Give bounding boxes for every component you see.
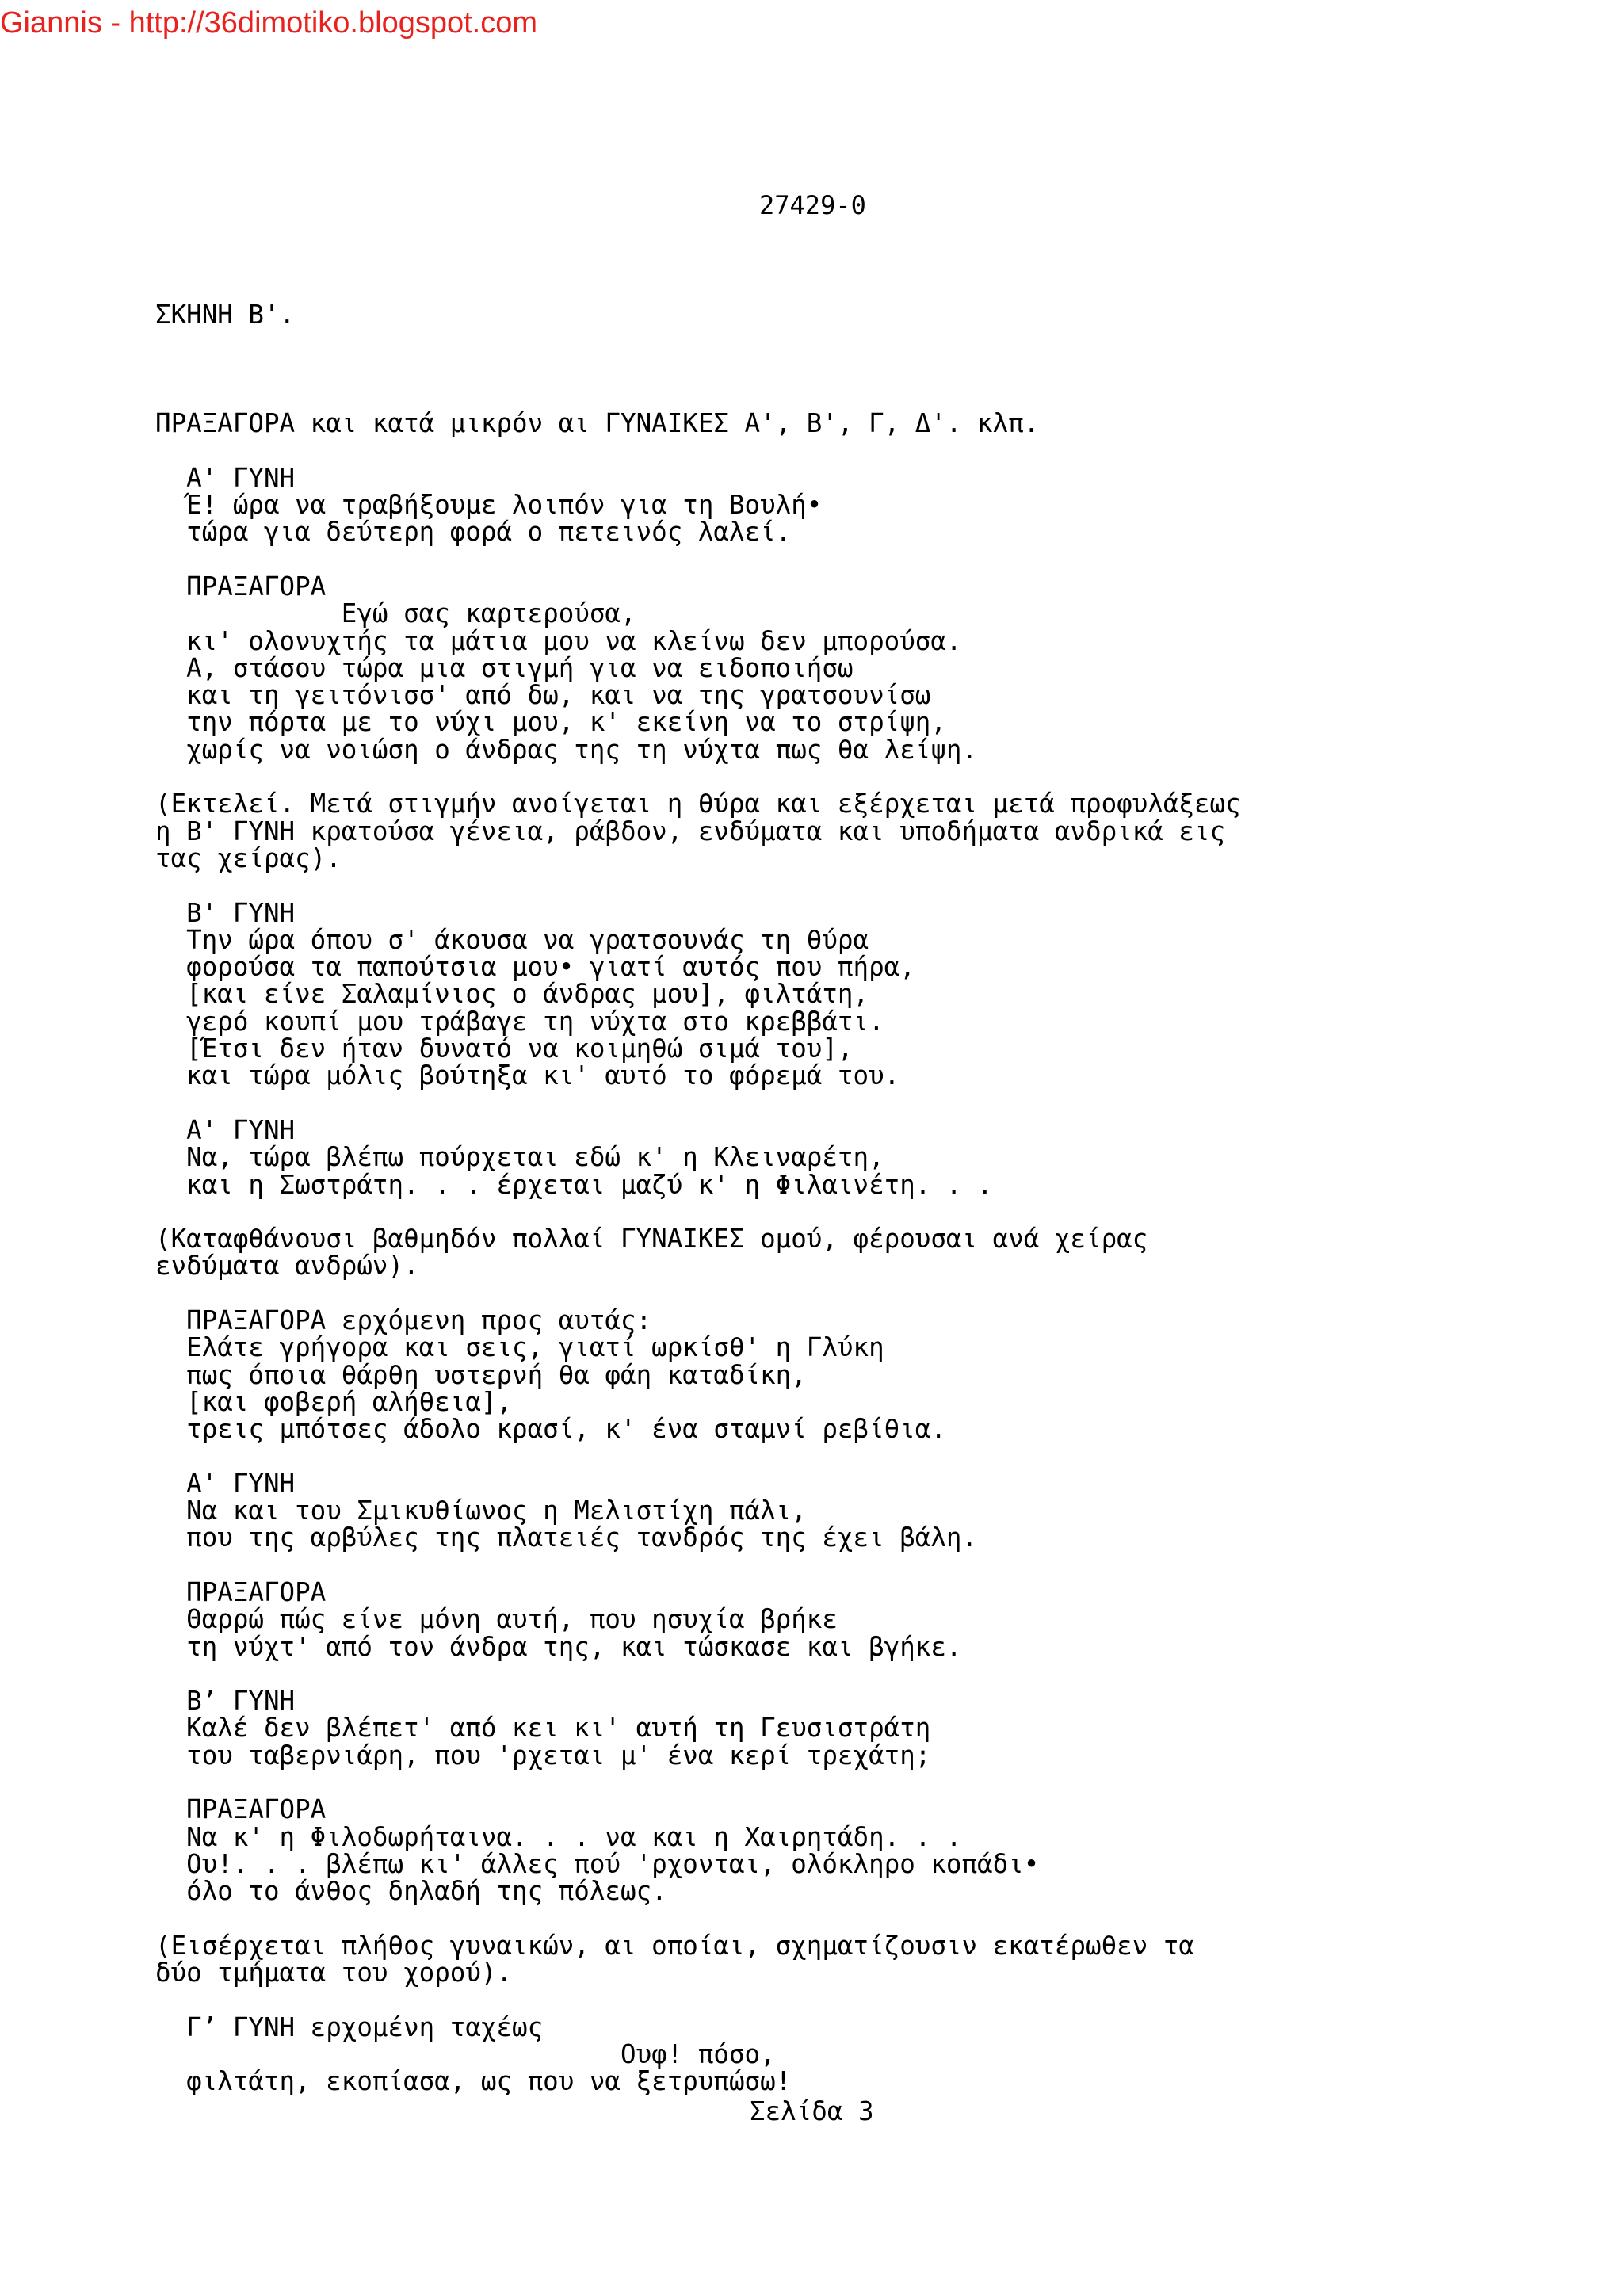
script-line: Εγώ σας καρτερούσα, — [155, 598, 636, 629]
script-line: φιλτάτη, εκοπίασα, ως που να ξετρυπώσω! — [155, 2066, 792, 2097]
script-line: και τώρα μόλις βούτηξα κι' αυτό το φόρεμά του. — [155, 1060, 900, 1091]
script-line: Β’ ΓΥΝΗ — [155, 1686, 296, 1717]
blank-line — [155, 1905, 1598, 1932]
script-line: Α' ΓΥΝΗ — [155, 1114, 296, 1145]
script-line: Έ! ώρα να τραβήξουμε λοιπόν για τη Βουλή• — [155, 490, 823, 521]
script-line: [Έτσι δεν ήταν δυνατό να κοιμηθώ σιμά του], — [155, 1033, 854, 1064]
blank-line — [155, 437, 1598, 464]
script-line: τη νύχτ' από τον άνδρα της, και τώσκασε και βγήκε. — [155, 1631, 962, 1662]
script-line: ενδύματα ανδρών). — [155, 1251, 419, 1282]
script-line: του ταβερνιάρη, που 'ρχεται μ' ένα κερί τρεχάτη; — [155, 1740, 931, 1771]
script-line: Ου!. . . βλέπω κι' άλλες πού 'ρχονται, ολόκληρο κοπάδι• — [155, 1848, 1040, 1879]
script-line: ΠΡΑΞΑΓΟΡΑ — [155, 1794, 327, 1825]
script-line: (Εκτελεί. Μετά στιγμήν ανοίγεται η θύρα και εξέρχεται μετά προφυλάξεως — [155, 789, 1241, 819]
script-line: χωρίς να νοιώση ο άνδρας της τη νύχτα πως θα λείψη. — [155, 734, 978, 765]
blank-line — [155, 1660, 1598, 1687]
script-line: ΠΡΑΞΑΓΟΡΑ — [155, 1576, 327, 1607]
blank-line — [155, 1769, 1598, 1796]
document-code: 27429-0 — [759, 190, 866, 220]
script-line: πως όποια θάρθη υστερνή θα φάη καταδίκη, — [155, 1359, 807, 1390]
blank-line — [155, 1090, 1598, 1117]
script-line: Την ώρα όπου σ' άκουσα να γρατσουνάς τη θύρα — [155, 924, 869, 955]
script-line: [και είνε Σαλαμίνιος ο άνδρας μου], φιλτάτη, — [155, 979, 869, 1010]
script-line: ΠΡΑΞΑΓΟΡΑ και κατά μικρόν αι ΓΥΝΑΙΚΕΣ Α', Β', Γ, Δ'. κλπ. — [155, 408, 1040, 439]
blank-line — [155, 356, 1598, 383]
script-line: που της αρβύλες της πλατειές τανδρός της έχει βάλη. — [155, 1522, 978, 1553]
blank-line — [155, 1552, 1598, 1579]
blank-line — [155, 1280, 1598, 1307]
watermark: Giannis - http://36dimotiko.blogspot.com — [0, 6, 538, 40]
script-line: Να και του Σμικυθίωνος η Μελιστίχη πάλι, — [155, 1496, 807, 1526]
script-line: τας χείρας). — [155, 842, 342, 873]
blank-line — [155, 1442, 1598, 1469]
script-line: ΣΚΗΝΗ Β'. — [155, 300, 296, 330]
blank-line — [155, 763, 1598, 790]
script-line: η Β' ΓΥΝΗ κρατούσα γένεια, ράβδον, ενδύματα και υποδήματα ανδρικά εις — [155, 816, 1226, 846]
script-line: την πόρτα με το νύχι μου, κ' εκείνη να το στρίψη, — [155, 707, 946, 738]
blank-line — [155, 872, 1598, 899]
script-line: Θαρρώ πώς είνε μόνη αυτή, που ησυχία βρήκε — [155, 1604, 838, 1635]
blank-line — [155, 383, 1598, 410]
script-line: (Εισέρχεται πλήθος γυναικών, αι οποίαι, σχηματίζουσιν εκατέρωθεν τα — [155, 1930, 1194, 1961]
script-line: Να κ' η Φιλοδωρήταινα. . . να και η Χαιρητάδη. . . — [155, 1821, 962, 1852]
script-line: γερό κουπί μου τράβαγε τη νύχτα στο κρεββάτι. — [155, 1006, 884, 1037]
script-line: φορούσα τα παπούτσια μου• γιατί αυτός που πήρα, — [155, 952, 915, 983]
script-line: Ουφ! πόσο, — [155, 2039, 776, 2069]
script-line: Α, στάσου τώρα μια στιγμή για να ειδοποιήσω — [155, 652, 854, 683]
blank-line — [155, 1986, 1598, 2013]
blank-line — [155, 546, 1598, 573]
script-line: ΠΡΑΞΑΓΟΡΑ — [155, 571, 327, 602]
script-line: [και φοβερή αλήθεια], — [155, 1386, 513, 1417]
script-line: Β' ΓΥΝΗ — [155, 897, 296, 928]
page-number: Σελίδα 3 — [750, 2096, 874, 2126]
script-body — [155, 301, 1598, 2095]
script-line: ΠΡΑΞΑΓΟΡΑ ερχόμενη προς αυτάς: — [155, 1305, 652, 1335]
script-line: Α' ΓΥΝΗ — [155, 462, 296, 493]
script-line: και τη γειτόνισσ' από δω, και να της γρατσουνίσω — [155, 680, 931, 711]
script-line: κι' ολονυχτής τα μάτια μου να κλείνω δεν μπορούσα. — [155, 625, 962, 656]
script-line: όλο το άνθος δηλαδή της πόλεως. — [155, 1876, 667, 1907]
script-line: και η Σωστράτη. . . έρχεται μαζύ κ' η Φιλαινέτη. . . — [155, 1169, 993, 1200]
script-line: τώρα για δεύτερη φορά ο πετεινός λαλεί. — [155, 517, 792, 548]
script-line: Καλέ δεν βλέπετ' από κει κι' αυτή τη Γευσιστράτη — [155, 1713, 931, 1744]
script-line: Α' ΓΥΝΗ — [155, 1468, 296, 1499]
script-line: τρεις μπότσες άδολο κρασί, κ' ένα σταμνί ρεβίθια. — [155, 1414, 946, 1445]
script-line: δύο τμήματα του χορού). — [155, 1958, 513, 1988]
script-line: (Καταφθάνουσι βαθμηδόν πολλαί ΓΥΝΑΙΚΕΣ ομού, φέρουσαι ανά χείρας — [155, 1224, 1148, 1255]
blank-line — [155, 328, 1598, 355]
blank-line — [155, 1198, 1598, 1225]
script-line: Ελάτε γρήγορα και σεις, γιατί ωρκίσθ' η Γλύκη — [155, 1332, 884, 1363]
script-line: Να, τώρα βλέπω πούρχεται εδώ κ' η Κλειναρέτη, — [155, 1142, 884, 1173]
script-line: Γ’ ΓΥΝΗ ερχομένη ταχέως — [155, 2011, 544, 2042]
